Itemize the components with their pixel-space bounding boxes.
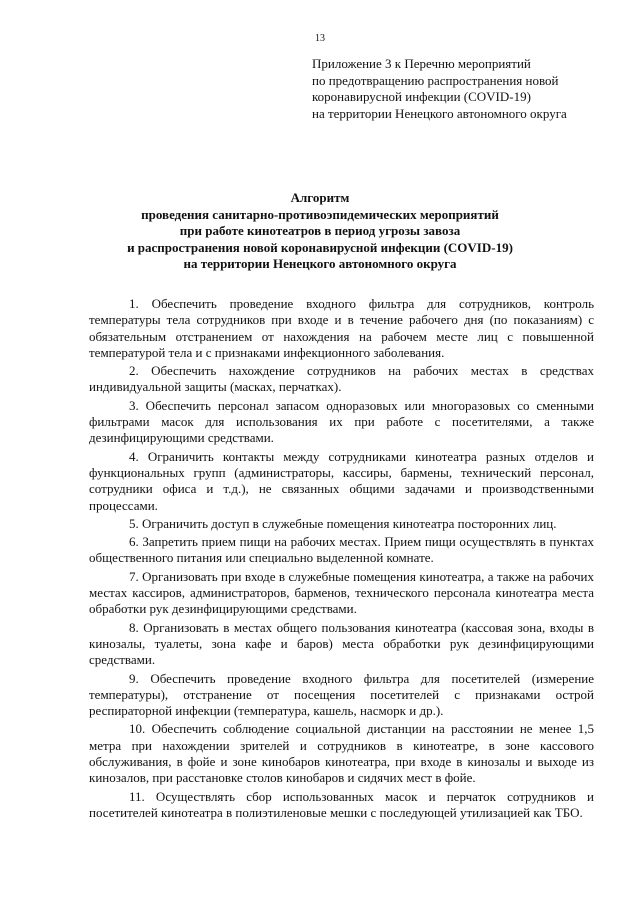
list-item: 6. Запретить прием пищи на рабочих местах. Прием пищи осуществлять в пунктах общественного питания или специально выделенной комнате. [89, 534, 594, 566]
appendix-line: Приложение 3 к Перечню мероприятий [312, 56, 531, 71]
list-item: 3. Обеспечить персонал запасом одноразовых или многоразовых со сменными фильтрами масок для использования их при работе с посетителями, а также дезинфицирующими средствами. [89, 397, 594, 446]
page-number: 13 [315, 33, 325, 44]
list-item: 5. Ограничить доступ в служебные помещения кинотеатра посторонних лиц. [129, 515, 557, 531]
appendix-line: коронавирусной инфекции (COVID-19) [312, 89, 531, 104]
list-item: 8. Организовать в местах общего пользования кинотеатра (кассовая зона, входы в кинозалы, туалеты, зона кафе и баров) места обработки рук дезинфицирующими средствами. [89, 619, 594, 668]
title-line: проведения санитарно-противоэпидемических мероприятий [141, 206, 499, 222]
list-item: 7. Организовать при входе в служебные помещения кинотеатра, а также на рабочих местах кассиров, администраторов, барменов, технического персонала кинотеатра места обработки рук дезинфицирующими средствами. [89, 568, 594, 617]
document-body [89, 296, 594, 823]
appendix-line: на территории Ненецкого автономного округа [312, 105, 567, 121]
appendix-line: по предотвращению распространения новой [312, 72, 559, 88]
appendix-note [312, 56, 612, 122]
list-item: 10. Обеспечить соблюдение социальной дистанции на расстоянии не менее 1,5 метра при нахождении зрителей и сотрудников в кинотеатре, в зоне кассового обслуживания, в фойе и зоне кинобаров кинотеатра, при входе в кинозалы и выходе из кинозалов, при расстановке столов кинобаров и сидячих мест в фойе. [89, 721, 594, 786]
title-line: Алгоритм [290, 190, 350, 205]
title-line: при работе кинотеатров в период угрозы завоза [179, 223, 461, 238]
list-item: 9. Обеспечить проведение входного фильтра для посетителей (измерение температуры), отстранение от посещения посетителей с признаками острой респираторной инфекции (температура, кашель, насморк и др.). [89, 670, 594, 719]
list-item: 11. Осуществлять сбор использованных масок и перчаток сотрудников и посетителей кинотеатра в полиэтиленовые мешки с последующей утилизацией как ТБО. [89, 788, 594, 820]
list-item: 1. Обеспечить проведение входного фильтра для сотрудников, контроль температуры тела сотрудников при входе и в течение рабочего дня (по показаниям) с обязательным отстранением от нахождения на рабочем месте лиц с повышенной температурой тела и с признаками инфекционного заболевания. [89, 296, 594, 360]
list-item: 2. Обеспечить нахождение сотрудников на рабочих местах в средствах индивидуальной защиты (масках, перчатках). [89, 363, 594, 395]
list-item: 4. Ограничить контакты между сотрудниками кинотеатра разных отделов и функциональных групп (администраторы, кассиры, бармены, технический персонал, сотрудники офиса и т.д.), не связанных общими задачами и производственными процессами. [89, 448, 594, 513]
document-title [60, 190, 580, 273]
title-line: на территории Ненецкого автономного округа [183, 256, 457, 271]
title-line: и распространения новой коронавирусной инфекции (COVID-19) [127, 239, 513, 255]
